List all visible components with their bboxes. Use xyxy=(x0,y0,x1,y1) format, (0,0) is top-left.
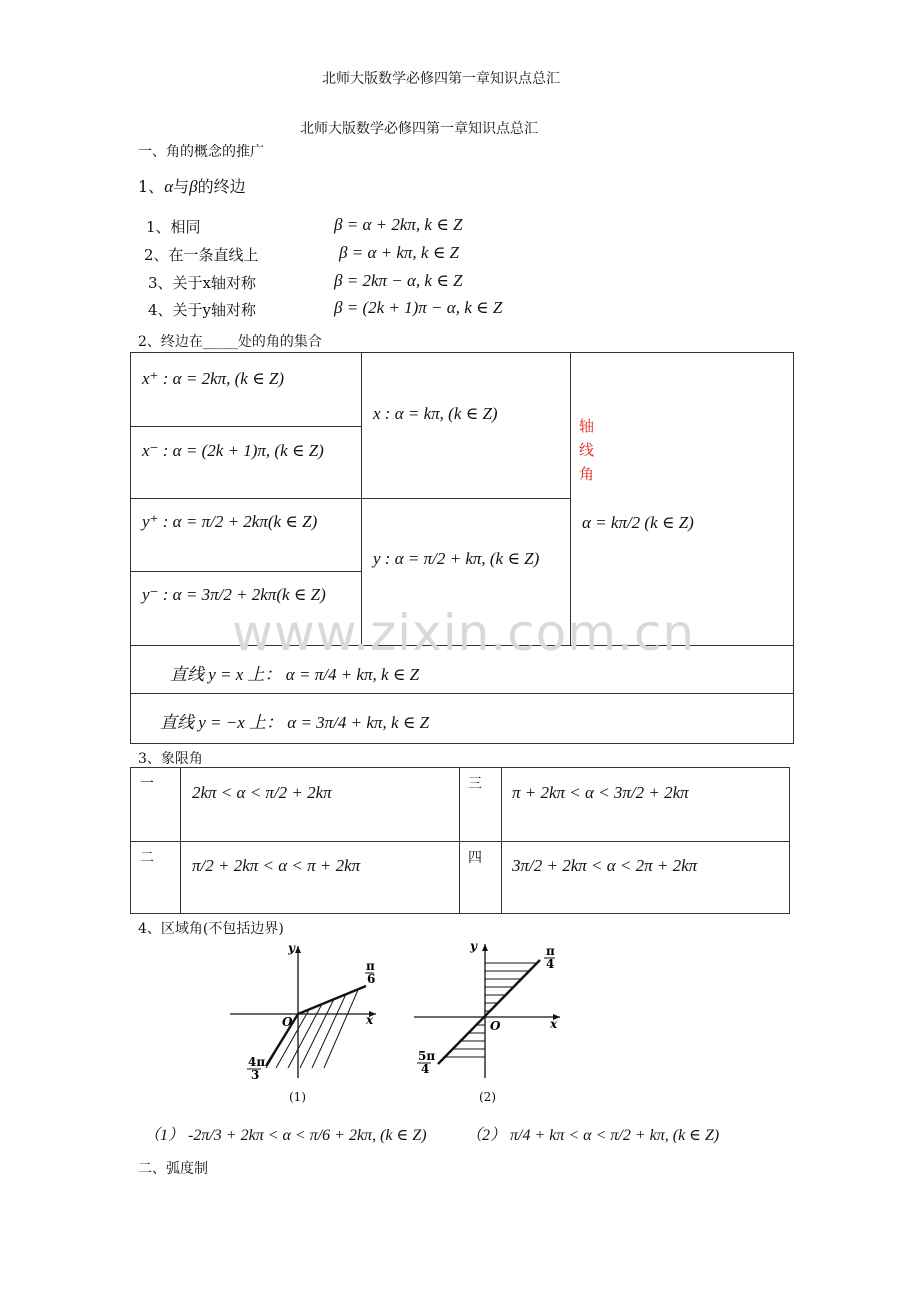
quadrant-3-formula: π + 2kπ < α < 3π/2 + 2kπ xyxy=(512,783,689,802)
fig2-origin: O xyxy=(490,1019,501,1033)
relation-formula-1: β = α + 2kπ, k ∈ Z xyxy=(334,215,463,234)
quadrant-1-formula: 2kπ < α < π/2 + 2kπ xyxy=(192,783,332,802)
relation-label-2: 2、在一条直线上 xyxy=(144,246,259,264)
relation-formula-3: β = 2kπ − α, k ∈ Z xyxy=(334,271,463,290)
relation-formula-2: β = α + kπ, k ∈ Z xyxy=(339,243,459,262)
page-title: 北师大版数学必修四第一章知识点总汇 xyxy=(300,121,538,137)
fig2-angle-bottom-den: 4 xyxy=(421,1062,430,1076)
fig1-y-label: y xyxy=(288,941,295,955)
quadrant-2-formula: π/2 + 2kπ < α < π + 2kπ xyxy=(192,856,361,875)
quadrant-1-name: 一 xyxy=(140,776,154,792)
fig1-x-label: x xyxy=(366,1013,374,1027)
fig1-angle-top: π xyxy=(366,959,375,973)
relation-label-4: 4、关于y轴对称 xyxy=(148,301,257,319)
subheading-1-1: 1、α与β的终边 xyxy=(138,177,246,196)
quadrant-2-name: 二 xyxy=(140,850,154,866)
fig2-y-label: y xyxy=(470,939,477,953)
x-axis-formula: x : α = kπ, (k ∈ Z) xyxy=(373,404,498,423)
quadrant-4-name: 四 xyxy=(468,850,482,866)
fig2-angle-top: π xyxy=(546,944,555,958)
ypos-formula: y⁺ : α = π/2 + 2kπ(k ∈ Z) xyxy=(142,512,318,531)
line-yx-formula: 直线 y = x 上： α = π/4 + kπ, k ∈ Z xyxy=(170,665,420,684)
region-figure-2 xyxy=(410,938,570,1088)
region-figure-1 xyxy=(226,938,386,1088)
quadrant-3-name: 三 xyxy=(468,776,482,792)
axis-angle-label: 轴线角 xyxy=(579,417,595,483)
yneg-formula: y⁻ : α = 3π/2 + 2kπ(k ∈ Z) xyxy=(142,585,326,604)
subheading-1-4: 4、区域角(不包括边界) xyxy=(138,921,284,937)
fig1-angle-bottom: 4π xyxy=(248,1055,266,1069)
fig1-angle-bottom-den: 3 xyxy=(251,1068,260,1082)
watermark: www.zixin.com.cn xyxy=(232,604,696,662)
xneg-formula: x⁻ : α = (2k + 1)π, (k ∈ Z) xyxy=(142,441,324,460)
fig2-angle-bottom: 5π xyxy=(418,1049,436,1063)
fig2-x-label: x xyxy=(550,1017,558,1031)
section-heading-2: 二、弧度制 xyxy=(138,1161,208,1177)
quadrant-4-formula: 3π/2 + 2kπ < α < 2π + 2kπ xyxy=(512,856,698,875)
region-formula-1: （1） -2π/3 + 2kπ < α < π/6 + 2kπ, (k ∈ Z) xyxy=(144,1127,427,1144)
page-header: 北师大版数学必修四第一章知识点总汇 xyxy=(322,71,560,87)
fig1-angle-top-den: 6 xyxy=(367,972,376,986)
line-y-negx-formula: 直线 y = −x 上： α = 3π/4 + kπ, k ∈ Z xyxy=(160,713,430,732)
region-formula-2: （2） π/4 + kπ < α < π/2 + kπ, (k ∈ Z) xyxy=(466,1127,720,1144)
subheading-1-2: 2、终边在_____处的角的集合 xyxy=(138,334,322,350)
subheading-1-3: 3、象限角 xyxy=(138,751,203,767)
xpos-formula: x⁺ : α = 2kπ, (k ∈ Z) xyxy=(142,369,285,388)
section-heading-1: 一、角的概念的推广 xyxy=(138,144,264,160)
relation-label-1: 1、相同 xyxy=(146,218,201,236)
relation-formula-4: β = (2k + 1)π − α, k ∈ Z xyxy=(334,298,503,317)
y-axis-formula: y : α = π/2 + kπ, (k ∈ Z) xyxy=(373,549,540,568)
fig1-origin: O xyxy=(282,1015,293,1029)
fig2-caption: (2) xyxy=(479,1090,496,1104)
fig2-angle-top-den: 4 xyxy=(546,957,555,971)
relation-label-3: 3、关于x轴对称 xyxy=(148,274,257,292)
fig1-caption: (1) xyxy=(289,1090,306,1104)
axis-angle-formula: α = kπ/2 (k ∈ Z) xyxy=(582,513,694,532)
